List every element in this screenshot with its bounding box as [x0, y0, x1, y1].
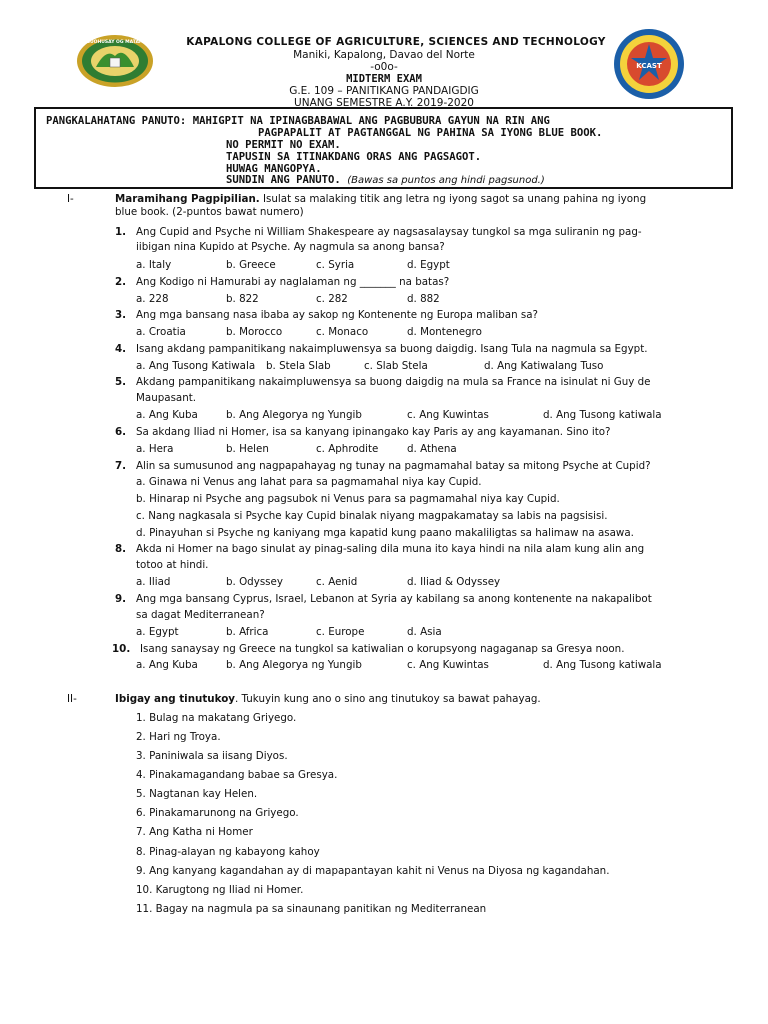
option-d: d. Egypt: [407, 259, 450, 271]
part2-instructions: Ibigay ang tinutukoy. Tukuyin kung ano o sino ang tinutukoy sa bawat pahayag.: [115, 693, 541, 705]
question-text: Alin sa sumusunod ang nagpapahayag ng tunay na pagmamahal batay sa mitong Psyche at Cupid?: [136, 460, 651, 472]
question-number: 3.: [115, 309, 127, 321]
exam-title: MIDTERM EXAM: [346, 73, 422, 85]
option-d: d. Athena: [407, 443, 457, 455]
question-number: 7.: [115, 460, 127, 472]
question-number: 1.: [115, 226, 127, 238]
part1-instructions-cont: blue book. (2-puntos bawat numero): [115, 206, 304, 218]
option-c: c. Aenid: [316, 576, 358, 588]
question-text: Sa akdang Iliad ni Homer, isa sa kanyang ipinangako kay Paris ay ang kayamanan. Sino ito?: [136, 426, 611, 438]
rule-follow: SUNDIN ANG PANUTO. (Bawas sa puntos ang hindi pagsunod.): [226, 174, 545, 186]
list-item: 10. Karugtong ng Iliad ni Homer.: [136, 884, 304, 896]
list-item: 1. Bulag na makatang Griyego.: [136, 712, 297, 724]
part1-roman: I-: [67, 193, 74, 205]
option-b: b. Ang Alegorya ng Yungib: [226, 659, 362, 671]
question-text: Akda ni Homer na bago sinulat ay pinag-saling dila muna ito kaya hindi na nila alam kung alin ang: [136, 543, 645, 555]
option-c: c. Monaco: [316, 326, 369, 338]
option-c: c. Slab Stela: [364, 360, 428, 372]
option-b: b. Odyssey: [226, 576, 283, 588]
question-text: Ang mga bansang nasa ibaba ay sakop ng Kontenente ng Europa maliban sa?: [136, 309, 539, 321]
question-text: sa dagat Mediterranean?: [136, 609, 265, 621]
option-c: c. Syria: [316, 259, 355, 271]
list-item: 2. Hari ng Troya.: [136, 731, 221, 743]
list-item: 6. Pinakamarunong na Griyego.: [136, 807, 299, 819]
college-name: KAPALONG COLLEGE OF AGRICULTURE, SCIENCES AND TECHNOLOGY: [186, 36, 606, 48]
rule-line-1: PANGKALAHATANG PANUTO: MAHIGPIT NA IPINAGBABAWAL ANG PAGBUBURA GAYUN NA RIN ANG: [46, 115, 550, 127]
part2-roman: II-: [67, 693, 77, 705]
question-text: Ang mga bansang Cyprus, Israel, Lebanon at Syria ay kabilang sa anong kontenente na nakapalibot: [136, 593, 652, 605]
option-a: a. Ginawa ni Venus ang lahat para sa pagmamahal niya kay Cupid.: [136, 476, 482, 488]
list-item: 5. Nagtanan kay Helen.: [136, 788, 258, 800]
option-b: b. Stela Slab: [266, 360, 331, 372]
question-number: 8.: [115, 543, 127, 555]
option-d: d. Pinayuhan si Psyche ng kaniyang mga kapatid kung paano makaliligtas sa halimaw na asawa.: [136, 527, 634, 539]
option-c: c. Ang Kuwintas: [407, 409, 489, 421]
option-b: b. 822: [226, 293, 259, 305]
rule-no-permit: NO PERMIT NO EXAM.: [226, 139, 341, 151]
question-number: 9.: [115, 593, 127, 605]
option-b: b. Helen: [226, 443, 269, 455]
question-text: Akdang pampanitikang nakaimpluwensya sa buong daigdig na mula sa France na isinulat ni Guy de: [136, 376, 651, 388]
option-d: d. Asia: [407, 626, 442, 638]
option-c: c. Aphrodite: [316, 443, 379, 455]
list-item: 4. Pinakamagandang babae sa Gresya.: [136, 769, 338, 781]
question-text: Ang Kodigo ni Hamurabi ay naglalaman ng _______ na batas?: [136, 276, 450, 288]
option-d: d. 882: [407, 293, 440, 305]
option-a: a. Hera: [136, 443, 174, 455]
option-d: d. Ang Tusong katiwala: [543, 409, 662, 421]
option-c: c. Europe: [316, 626, 365, 638]
question-text: Isang akdang pampanitikang nakaimpluwensya sa buong daigdig. Isang Tula na nagmula sa Egypt.: [136, 343, 648, 355]
question-number: 4.: [115, 343, 127, 355]
seal-top-text: BUOHUSAY OG MATAM: [86, 40, 144, 45]
option-b: b. Hinarap ni Psyche ang pagsubok ni Venus para sa pagmamahal niya kay Cupid.: [136, 493, 560, 505]
option-a: a. Ang Kuba: [136, 659, 198, 671]
option-a: a. Ang Tusong Katiwala: [136, 360, 256, 372]
question-text: Isang sanaysay ng Greece na tungkol sa katiwalian o korupsyong nagaganap sa Gresya noon.: [140, 643, 625, 655]
question-text: totoo at hindi.: [136, 559, 209, 571]
question-text: iibigan nina Kupido at Psyche. Ay nagmula sa anong bansa?: [136, 241, 445, 253]
header-divider: -o0o-: [370, 61, 398, 73]
part1-instructions: Maramihang Pagpipilian. Isulat sa malaking titik ang letra ng iyong sagot sa unang pahina ng iyong: [115, 193, 647, 205]
list-item: 3. Paniniwala sa iisang Diyos.: [136, 750, 288, 762]
option-a: a. Croatia: [136, 326, 186, 338]
option-a: a. Egypt: [136, 626, 179, 638]
option-b: b. Africa: [226, 626, 269, 638]
rule-penalty-note: (Bawas sa puntos ang hindi pagsunod.): [347, 175, 545, 186]
list-item: 8. Pinag-alayan ng kabayong kahoy: [136, 846, 320, 858]
option-b: b. Ang Alegorya ng Yungib: [226, 409, 362, 421]
option-d: d. Ang Tusong katiwala: [543, 659, 662, 671]
option-a: a. Italy: [136, 259, 172, 271]
question-number: 5.: [115, 376, 127, 388]
list-item: 7. Ang Katha ni Homer: [136, 826, 253, 838]
part1-title: Maramihang Pagpipilian.: [115, 193, 260, 205]
option-a: a. 228: [136, 293, 169, 305]
question-number: 10.: [112, 643, 131, 655]
rule-time: TAPUSIN SA ITINAKDANG ORAS ANG PAGSAGOT.: [226, 151, 482, 163]
list-item: 9. Ang kanyang kagandahan ay di mapapantayan kahit ni Venus na Diyosa ng kagandahan.: [136, 865, 610, 877]
kcast-logo-text: KCAST: [636, 62, 662, 70]
question-text: Maupasant.: [136, 392, 197, 404]
option-c: c. Nang nagkasala si Psyche kay Cupid binalak niyang magpakamatay sa labis na pagsisisi.: [136, 510, 608, 522]
option-c: c. 282: [316, 293, 348, 305]
option-d: d. Montenegro: [407, 326, 482, 338]
option-c: c. Ang Kuwintas: [407, 659, 489, 671]
college-address: Maniki, Kapalong, Davao del Norte: [293, 49, 475, 61]
option-b: b. Morocco: [226, 326, 283, 338]
option-d: d. Iliad & Odyssey: [407, 576, 501, 588]
semester-line: UNANG SEMESTRE A.Y. 2019-2020: [294, 97, 474, 109]
course-title: G.E. 109 – PANITIKANG PANDAIGDIG: [289, 85, 479, 97]
question-number: 2.: [115, 276, 127, 288]
rule-line-2: PAGPAPALIT AT PAGTANGGAL NG PAHINA SA IYONG BLUE BOOK.: [258, 127, 603, 139]
general-instructions-box: [34, 107, 733, 189]
option-d: d. Ang Katiwalang Tuso: [484, 360, 604, 372]
question-number: 6.: [115, 426, 127, 438]
list-item: 11. Bagay na nagmula pa sa sinaunang panitikan ng Mediterranean: [136, 903, 487, 915]
option-a: a. Iliad: [136, 576, 171, 588]
option-b: b. Greece: [226, 259, 276, 271]
rule-no-cheating: HUWAG MANGOPYA.: [226, 163, 322, 175]
option-a: a. Ang Kuba: [136, 409, 198, 421]
part2-title: Ibigay ang tinutukoy: [115, 693, 235, 705]
question-text: Ang Cupid and Psyche ni William Shakespeare ay nagsasalaysay tungkol sa mga suliranin ng pag-: [136, 226, 642, 238]
